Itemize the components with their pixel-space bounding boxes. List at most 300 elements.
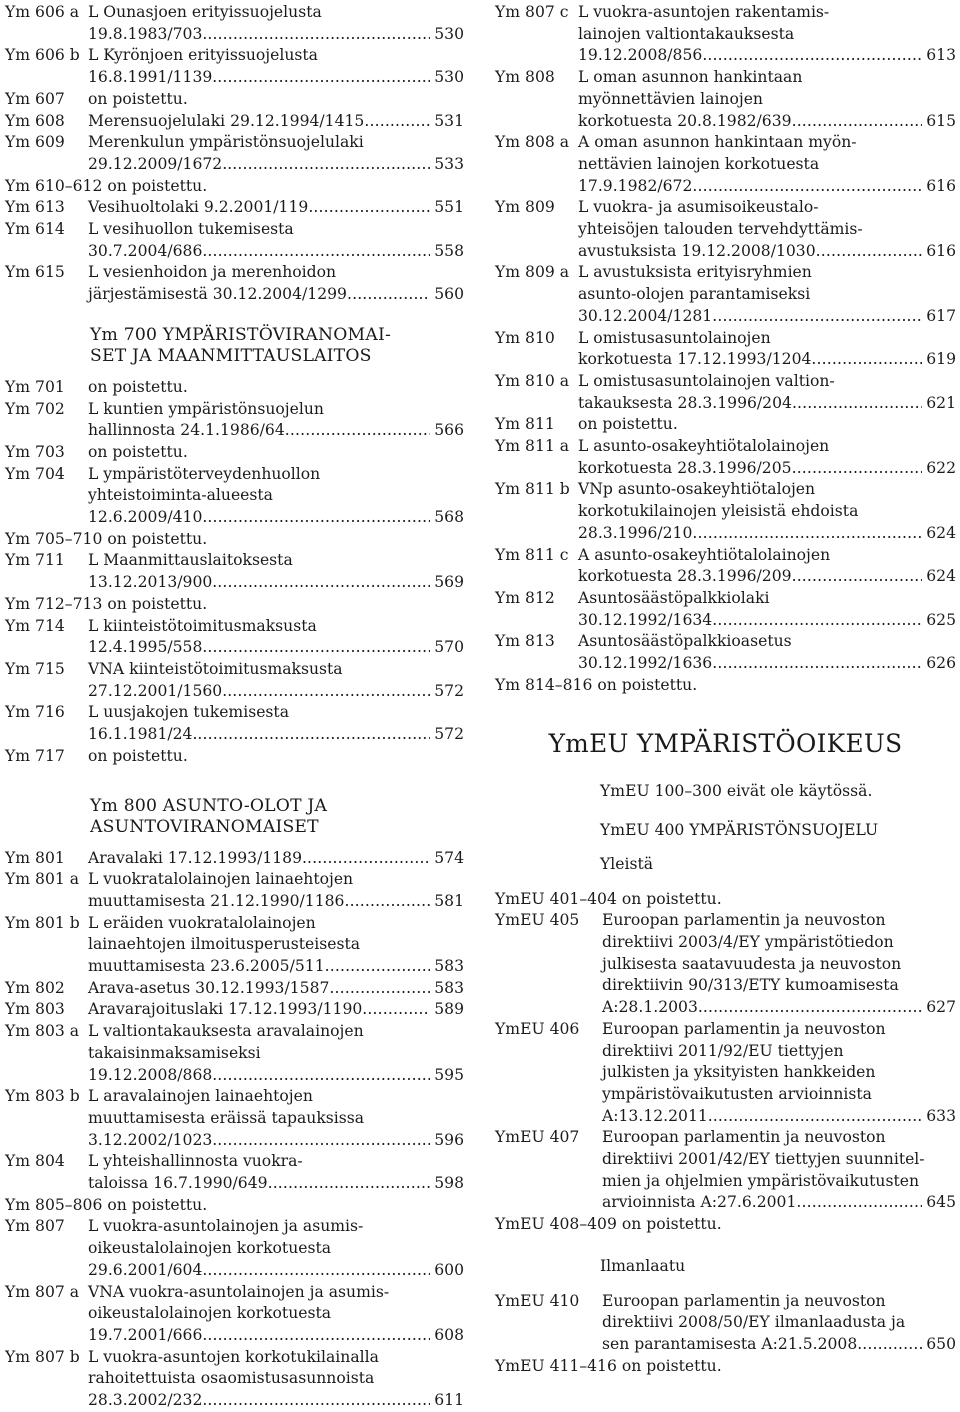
- index-entry: [5, 442, 464, 464]
- entry-title-text: muuttamisesta 23.6.2005/511: [88, 957, 325, 976]
- entry-body: [578, 436, 956, 479]
- entry-code: Ym 615: [5, 263, 65, 282]
- entry-title-text: on poistettu.: [597, 675, 698, 694]
- entry-line: [88, 550, 464, 572]
- entry-title-text: on poistettu.: [621, 1215, 722, 1234]
- index-entry: [5, 2, 464, 45]
- entry-code: Ym 812: [495, 588, 555, 607]
- entry-line: [88, 869, 464, 891]
- entry-body: [88, 464, 464, 529]
- entry-code: Ym 802: [5, 978, 65, 997]
- index-entry: [495, 479, 956, 544]
- page-number: 619: [926, 350, 956, 369]
- entry-body: [622, 1214, 956, 1236]
- entry-body: [88, 702, 464, 745]
- entry-code: Ym 801 b: [5, 913, 80, 932]
- dot-leader: [792, 393, 922, 415]
- entry-title-text: 19.12.2008/856: [578, 46, 703, 65]
- dot-leader: [712, 610, 922, 632]
- page-number: 616: [926, 176, 956, 195]
- entry-title-text: arvioinnista A:27.6.2001: [602, 1193, 797, 1212]
- entry-line: [88, 1043, 464, 1065]
- entry-line: [88, 1065, 464, 1087]
- entry-body: [578, 371, 956, 414]
- entry-line: [88, 399, 464, 421]
- entry-body: [578, 588, 956, 631]
- dot-leader: [325, 956, 431, 978]
- entry-line: [602, 1041, 956, 1063]
- entry-title-text: Euroopan parlamentin ja neuvoston: [602, 1019, 886, 1038]
- entry-code: Ym 808: [495, 68, 555, 87]
- entry-title-text: takaisinmaksamiseksi: [88, 1043, 261, 1062]
- entry-title-text: korkotukilainojen yleisistä ehdoista: [578, 502, 859, 521]
- entry-title-text: VNA vuokra-asuntolainojen ja asumis-: [88, 1282, 390, 1301]
- index-entry: [5, 1347, 464, 1412]
- entry-title-text: on poistettu.: [88, 89, 188, 108]
- entry-line: [88, 616, 464, 638]
- entry-title-text: direktiivi 2001/42/EY tiettyjen suunnitel-: [602, 1150, 925, 1169]
- entry-line: [88, 1347, 464, 1369]
- entry-line: [602, 1127, 956, 1149]
- entry-title-text: Merenkulun ympäristönsuojelulaki: [88, 133, 364, 152]
- index-entry: [495, 1214, 956, 1236]
- index-entry: [5, 111, 464, 133]
- entry-title-text: L kuntien ympäristönsuojelun: [88, 399, 324, 418]
- entry-line: [88, 1151, 464, 1173]
- entry-line: [88, 1086, 464, 1108]
- entry-body: [88, 2, 464, 45]
- entry-code: Ym 614: [5, 220, 65, 239]
- entry-body: [88, 89, 464, 111]
- index-entry: [5, 219, 464, 262]
- entry-title-text: L omistusasuntolainojen valtion-: [578, 371, 835, 390]
- entry-title-text: Aravarajoituslaki 17.12.1993/1190: [88, 1000, 363, 1019]
- entries-group-600: [5, 2, 464, 306]
- entry-code: Ym 807: [5, 1217, 65, 1236]
- entry-title-text: 28.3.1996/210: [578, 523, 693, 542]
- dot-leader: [285, 420, 430, 442]
- entry-line: [602, 932, 956, 954]
- entry-line: [578, 176, 956, 198]
- entry-line: [88, 420, 464, 442]
- entry-line: [602, 954, 956, 976]
- entry-body: [88, 1086, 464, 1151]
- entry-line: [88, 262, 464, 284]
- entry-line: [578, 132, 956, 154]
- index-entry: [5, 978, 464, 1000]
- entry-title-text: 29.6.2001/604.: [88, 1260, 208, 1279]
- entry-line: [88, 848, 464, 870]
- page-number: 633: [926, 1106, 956, 1125]
- entry-line: [88, 1216, 464, 1238]
- entry-line: [578, 610, 956, 632]
- entries-group-ymeu-410-416: [495, 1291, 956, 1378]
- dot-leader: [703, 997, 922, 1019]
- entry-code: Ym 807 c: [495, 3, 569, 21]
- entry-line: [88, 659, 464, 681]
- entry-code: Ym 610–612: [5, 176, 103, 195]
- entry-code: Ym 813: [495, 632, 555, 651]
- entry-code: Ym 701: [5, 377, 65, 396]
- index-entry: [5, 869, 464, 912]
- entry-code: Ym 811 b: [495, 480, 570, 499]
- page-number: 589: [434, 1000, 464, 1019]
- entry-title-text: julkisten ja yksityisten hankkeiden: [602, 1063, 876, 1082]
- page-number: 626: [926, 654, 956, 673]
- index-entry: [5, 1086, 464, 1151]
- index-entry: [5, 913, 464, 978]
- page-number: 625: [926, 610, 956, 629]
- entry-body: [88, 848, 464, 870]
- dot-leader: [207, 507, 430, 529]
- entry-code: YmEU 406: [495, 1019, 580, 1038]
- entry-title-text: L asunto-osakeyhtiötalolainojen: [578, 437, 830, 456]
- entry-title-text: yhteisöjen talouden tervehdyttämis-: [578, 220, 863, 239]
- entry-line: [578, 371, 956, 393]
- entry-title-text: on poistettu.: [107, 1195, 208, 1214]
- entry-line: [88, 67, 464, 89]
- entry-title-text: VNp asunto-osakeyhtiötalojen: [578, 480, 816, 499]
- entry-title-text: L vesienhoidon ja merenhoidon: [88, 263, 337, 282]
- entry-title-text: yhteistoiminta-alueesta: [88, 486, 273, 505]
- entry-title-text: korkotuesta 28.3.1996/209: [578, 567, 792, 586]
- page-number: 616: [926, 241, 956, 260]
- page-number: 622: [926, 458, 956, 477]
- dot-leader: [692, 176, 922, 198]
- entry-line: [622, 1356, 956, 1378]
- label-yleista: Yleistä: [600, 854, 654, 873]
- entry-title-text: Merensuojelulaki 29.12.1994/1415: [88, 111, 365, 130]
- index-entry: [495, 436, 956, 479]
- entry-code: Ym 711: [5, 551, 65, 570]
- dot-leader: [816, 241, 923, 263]
- entry-code: Ym 803 a: [5, 1022, 80, 1041]
- entry-line: [88, 572, 464, 594]
- entry-code: Ym 702: [5, 399, 65, 418]
- entry-title-text: 30.7.2004/686.: [88, 241, 208, 260]
- entry-body: [88, 978, 464, 1000]
- index-entry: [495, 414, 956, 436]
- index-entry: [5, 132, 464, 175]
- entry-title-text: L kiinteistötoimitusmaksusta: [88, 616, 317, 635]
- entry-line: [578, 393, 956, 415]
- entry-title-text: oikeustalolainojen korkotuesta: [88, 1239, 332, 1258]
- entry-code: Ym 608: [5, 111, 65, 130]
- index-entry: [495, 132, 956, 197]
- dot-leader: [207, 637, 430, 659]
- entry-code: Ym 803 b: [5, 1087, 80, 1106]
- entry-title-text: L oman asunnon hankintaan: [578, 68, 803, 87]
- entry-line: [602, 1171, 956, 1193]
- entry-line: [88, 934, 464, 956]
- entry-title-text: L vuokra-asuntojen rakentamis-: [578, 3, 830, 21]
- dot-leader: [796, 1192, 922, 1214]
- entry-code: Ym 609: [5, 133, 65, 152]
- entry-body: [602, 910, 956, 1019]
- entry-title-text: L vuokra-asuntojen korkotukilainalla: [88, 1347, 379, 1366]
- entry-title-text: L vuokra-asuntolainojen ja asumis-: [88, 1217, 364, 1236]
- entry-body: [88, 377, 464, 399]
- section-heading-700: Ym 700 YMPÄRISTÖVIRANOMAI- SET JA MAANMITTAUSLAITOS: [90, 324, 391, 366]
- entry-title-text: VNA kiinteistötoimitusmaksusta: [88, 659, 343, 678]
- entry-body: [578, 631, 956, 674]
- entry-title-text: L valtiontakauksesta aravalainojen: [88, 1022, 364, 1041]
- entry-title-text: lainaehtojen ilmoitusperusteisesta: [88, 935, 361, 954]
- entry-line: [602, 975, 956, 997]
- big-heading-ymeu: YmEU YMPÄRISTÖOIKEUS: [548, 728, 903, 758]
- entry-line: [578, 67, 956, 89]
- entry-title-text: L Kyrönjoen erityissuojelusta: [88, 46, 318, 65]
- entry-line: [88, 197, 464, 219]
- entry-line: [602, 997, 956, 1019]
- page-number: 570: [434, 638, 464, 657]
- page-number: 568: [434, 508, 464, 527]
- page-number: 530: [434, 24, 464, 43]
- entry-title-text: lainojen valtiontakauksesta: [578, 24, 795, 43]
- entry-title-text: 16.1.1981/24.: [88, 725, 198, 744]
- dot-leader: [217, 1065, 430, 1087]
- entry-code: Ym 804: [5, 1152, 65, 1171]
- index-entry: [5, 529, 464, 551]
- entry-title-text: on poistettu.: [107, 594, 208, 613]
- entry-code: YmEU 401–404: [495, 889, 617, 908]
- dot-leader: [792, 458, 923, 480]
- entry-body: [107, 594, 464, 616]
- entry-body: [88, 1216, 464, 1281]
- index-entry: [5, 702, 464, 745]
- entry-line: [88, 1368, 464, 1390]
- entry-title-text: 16.8.1991/1139.: [88, 68, 218, 87]
- entry-title-text: 17.9.1982/672: [578, 176, 693, 195]
- page-number: 531: [434, 111, 464, 130]
- dot-leader: [227, 154, 430, 176]
- entry-title-text: 27.12.2001/1560.: [88, 681, 228, 700]
- dot-leader: [692, 523, 922, 545]
- entry-line: [107, 176, 464, 198]
- entry-title-text: direktiivin 90/313/ETY kumoamisesta: [602, 976, 899, 995]
- page-number: 624: [926, 523, 956, 542]
- entry-title-text: Asuntosäästöpalkkiolaki: [578, 588, 770, 607]
- entry-body: [578, 328, 956, 371]
- index-entry: [495, 1356, 956, 1378]
- page-number: 583: [434, 978, 464, 997]
- page-number: 551: [434, 198, 464, 217]
- entry-line: [88, 89, 464, 111]
- entry-line: [578, 328, 956, 350]
- entry-line: [578, 89, 956, 111]
- page-number: 574: [434, 848, 464, 867]
- entry-line: [88, 999, 464, 1021]
- entry-line: [88, 2, 464, 24]
- entry-body: [88, 1151, 464, 1194]
- entry-line: [578, 306, 956, 328]
- entry-line: [602, 1062, 956, 1084]
- entry-line: [578, 197, 956, 219]
- entry-title-text: 30.12.1992/1636: [578, 654, 713, 673]
- entry-line: [578, 262, 956, 284]
- entries-group-700: [5, 377, 464, 768]
- entry-code: YmEU 407: [495, 1128, 580, 1147]
- left-column: [5, 2, 464, 1412]
- page-number: 615: [926, 111, 956, 130]
- entry-body: [88, 1021, 464, 1086]
- entry-body: [578, 262, 956, 327]
- entry-line: [88, 702, 464, 724]
- entry-line: [578, 436, 956, 458]
- entry-code: Ym 715: [5, 659, 65, 678]
- index-entry: [495, 2, 956, 67]
- entry-title-text: takauksesta 28.3.1996/204: [578, 393, 792, 412]
- entry-title-text: L aravalainojen lainaehtojen: [88, 1087, 313, 1106]
- entry-code: Ym 607: [5, 89, 65, 108]
- entry-title-text: Euroopan parlamentin ja neuvoston: [602, 1291, 886, 1310]
- page-number: 533: [434, 154, 464, 173]
- entry-title-text: L eräiden vuokratalolainojen: [88, 913, 316, 932]
- dot-leader: [712, 306, 922, 328]
- entry-line: [88, 45, 464, 67]
- page-number: 611: [434, 1391, 464, 1410]
- entry-title-text: järjestämisestä 30.12.2004/1299: [88, 285, 347, 304]
- entry-code: Ym 712–713: [5, 594, 103, 613]
- entry-code: Ym 803: [5, 1000, 65, 1019]
- page-number: 581: [434, 891, 464, 910]
- entry-line: [602, 1149, 956, 1171]
- entry-title-text: 19.12.2008/868.: [88, 1065, 218, 1084]
- entry-title-text: myönnettävien lainojen: [578, 89, 763, 108]
- index-entry: [495, 1291, 956, 1356]
- entry-line: [578, 588, 956, 610]
- entry-line: [88, 1021, 464, 1043]
- index-entry: [5, 377, 464, 399]
- page-number: 608: [434, 1325, 464, 1344]
- entry-title-text: direktiivi 2003/4/EY ympäristötiedon: [602, 933, 894, 952]
- entry-line: [107, 594, 464, 616]
- entry-code: Ym 717: [5, 746, 65, 765]
- page-number: 569: [434, 573, 464, 592]
- entry-title-text: L yhteishallinnosta vuokra-: [88, 1152, 303, 1171]
- entry-title-text: 13.12.2013/900.: [88, 573, 218, 592]
- entry-line: [88, 111, 464, 133]
- entry-body: [602, 1019, 956, 1128]
- entry-title-text: L vuokratalolainojen lainaehtojen: [88, 870, 354, 889]
- entry-code: Ym 805–806: [5, 1195, 103, 1214]
- entry-line: [578, 566, 956, 588]
- entry-line: [622, 889, 956, 911]
- entry-body: [88, 550, 464, 593]
- entry-line: [88, 154, 464, 176]
- entry-body: [107, 1195, 464, 1217]
- index-entry: [5, 45, 464, 88]
- dot-leader: [268, 1173, 431, 1195]
- dot-leader: [329, 978, 430, 1000]
- page-number: 560: [434, 285, 464, 304]
- entry-line: [88, 956, 464, 978]
- entry-title-text: L vesihuollon tukemisesta: [88, 220, 294, 239]
- entry-title-text: Euroopan parlamentin ja neuvoston: [602, 911, 886, 930]
- dot-leader: [207, 1325, 430, 1347]
- entry-title-text: julkisesta saatavuudesta ja neuvoston: [602, 954, 902, 973]
- entry-body: [88, 262, 464, 305]
- entry-line: [88, 219, 464, 241]
- ymeu-note: YmEU 100–300 eivät ole käytössä.: [600, 781, 873, 800]
- page-number: 600: [434, 1260, 464, 1279]
- entry-code: YmEU 410: [495, 1291, 580, 1310]
- entry-line: [88, 637, 464, 659]
- entry-body: [578, 2, 956, 67]
- entry-title-text: 3.12.2002/1023.: [88, 1130, 218, 1149]
- index-entry: [495, 910, 956, 1019]
- entry-line: [88, 978, 464, 1000]
- dot-leader: [217, 67, 430, 89]
- entry-body: [578, 132, 956, 197]
- dot-leader: [307, 848, 430, 870]
- entry-title-text: rahoitettuista osaomistusasunnoista: [88, 1369, 375, 1388]
- entry-body: [107, 176, 464, 198]
- entry-code: Ym 810: [495, 328, 555, 347]
- dot-leader: [207, 241, 430, 263]
- entry-title-text: ympäristövaikutusten arvioinnista: [602, 1084, 872, 1103]
- entry-title-text: korkotuesta 17.12.1993/1204: [578, 350, 812, 369]
- entry-title-text: sen parantamisesta A:21.5.2008.: [602, 1334, 863, 1353]
- page-number: 621: [926, 393, 956, 412]
- page-number: 530: [434, 68, 464, 87]
- entry-body: [88, 197, 464, 219]
- entry-line: [88, 507, 464, 529]
- entry-title-text: Asuntosäästöpalkkioasetus: [578, 632, 792, 651]
- entry-code: Ym 807 a: [5, 1282, 80, 1301]
- entry-body: [107, 529, 464, 551]
- index-entry: [5, 999, 464, 1021]
- section-heading-800: Ym 800 ASUNTO-OLOT JA ASUNTOVIRANOMAISET: [90, 795, 328, 837]
- entry-title-text: avustuksista 19.12.2008/1030: [578, 241, 816, 260]
- dot-leader: [362, 999, 430, 1021]
- entry-title-text: Euroopan parlamentin ja neuvoston: [602, 1128, 886, 1147]
- page-number: 613: [926, 46, 956, 65]
- entry-line: [602, 1192, 956, 1214]
- entry-line: [578, 241, 956, 263]
- dot-leader: [811, 349, 922, 371]
- index-entry: [495, 262, 956, 327]
- entry-line: [88, 1173, 464, 1195]
- entry-line: [602, 1019, 956, 1041]
- index-entry: [5, 616, 464, 659]
- entry-code: Ym 606 b: [5, 46, 80, 65]
- entry-line: [88, 746, 464, 768]
- index-entry: [495, 67, 956, 132]
- page-number: 627: [926, 998, 956, 1017]
- entry-code: Ym 714: [5, 616, 65, 635]
- entry-body: [622, 889, 956, 911]
- entry-title-text: on poistettu.: [621, 1356, 722, 1375]
- index-entry: [495, 588, 956, 631]
- entry-line: [107, 1195, 464, 1217]
- entry-title-text: Aravalaki 17.12.1993/1189.: [88, 848, 307, 867]
- entry-line: [578, 111, 956, 133]
- entry-title-text: A asunto-osakeyhtiötalolainojen: [578, 545, 831, 564]
- entry-code: Ym 809 a: [495, 263, 570, 282]
- entry-body: [597, 675, 956, 697]
- entry-line: [88, 724, 464, 746]
- entry-title-text: korkotuesta 28.3.1996/205: [578, 458, 792, 477]
- entry-line: [602, 1084, 956, 1106]
- entry-line: [578, 479, 956, 501]
- entry-title-text: L ympäristöterveydenhuollon: [88, 464, 321, 483]
- entry-line: [88, 913, 464, 935]
- entry-line: [602, 910, 956, 932]
- entry-title-text: on poistettu.: [107, 176, 208, 195]
- entries-group-ymeu-401-409: [495, 889, 956, 1236]
- page-number: 595: [434, 1065, 464, 1084]
